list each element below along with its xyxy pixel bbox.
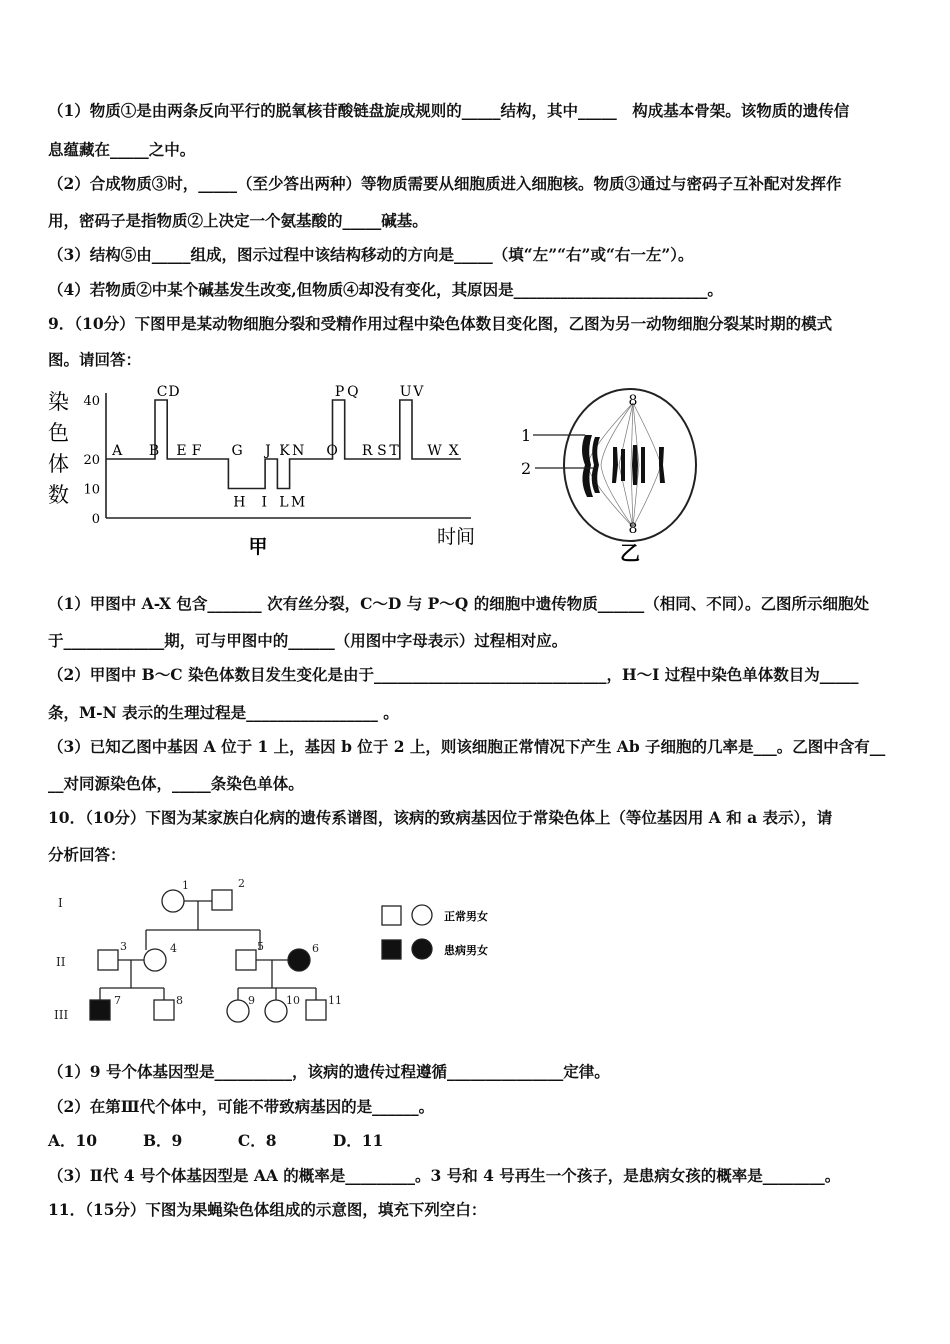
individual-6-affected-female — [288, 949, 310, 971]
individual-6-number: 6 — [312, 942, 319, 955]
chart-letter-B: B — [148, 443, 160, 459]
legend-affected-male — [382, 940, 401, 959]
option-a[interactable]: A．10 — [48, 1131, 98, 1150]
chart-letter-H: H — [233, 494, 246, 511]
q8-part3: （3）结构⑤由_____组成，图示过程中该结构移动的方向是_____（填“左”“右”或“右一左”）。 — [48, 245, 694, 264]
individual-9-normal-female — [227, 1000, 249, 1022]
individual-1-number: 1 — [182, 879, 189, 892]
chart-letter-K: K — [279, 443, 290, 459]
chart-ylabel-char: 数 — [48, 483, 69, 507]
label-2: 2 — [521, 459, 532, 478]
q10-options — [48, 1130, 906, 1152]
individual-10-normal-female — [265, 1000, 287, 1022]
chart-ylabel-char: 体 — [48, 452, 69, 476]
legend-affected-female — [412, 939, 432, 959]
q8-part2-line1: （2）合成物质③时，_____（至少答出两种）等物质需要从细胞质进入细胞核。物质③通过与密码子互补配对发挥作 — [48, 174, 842, 193]
chart-letter-G: G — [231, 443, 243, 459]
chart-y-ticks — [83, 394, 100, 527]
q9-part3-line1: （3）已知乙图中基因 A 位于 1 上，基因 b 位于 2 上，则该细胞正常情况下产生 Ab 子细胞的几率是___。乙图中含有__ — [48, 737, 886, 756]
chart-letter-M: M — [290, 494, 306, 511]
centrosome-bottom: 8 — [628, 521, 638, 537]
chart-xlabel: 时间 — [436, 526, 476, 548]
individual-9-number: 9 — [248, 994, 255, 1007]
q9-stem-line2: 图。请回答： — [48, 350, 142, 369]
q10-stem-line2: 分析回答： — [48, 845, 126, 864]
chart-segment-letters — [111, 385, 459, 511]
figure-yi-title: 乙 — [620, 541, 640, 565]
legend-normal-female — [412, 905, 432, 925]
chart-ylabel-char: 染 — [48, 390, 69, 414]
chart-y-tick-label: 0 — [91, 512, 100, 527]
individual-4-number: 4 — [170, 942, 177, 955]
individual-5-number: 5 — [257, 940, 264, 953]
option-d[interactable]: D．11 — [332, 1131, 384, 1150]
pedigree-lines — [100, 901, 316, 1000]
figure-yi-cell — [515, 385, 715, 565]
individual-7-number: 7 — [114, 994, 121, 1007]
chart-letter-U: U — [399, 385, 412, 400]
chart-letter-F: F — [191, 443, 202, 459]
chart-letter-S: S — [377, 443, 387, 459]
q8-part1-line1: （1）物质①是由两条反向平行的脱氧核苷酸链盘旋成规则的_____结构，其中_____ 构成基本骨架。该物质的遗传信 — [48, 101, 850, 120]
chart-letter-R: R — [361, 443, 373, 459]
chart-letter-D: D — [168, 385, 180, 400]
centrosome-top: 8 — [628, 393, 638, 409]
q10-stem-line1: 10．（10分）下图为某家族白化病的遗传系谱图，该病的致病基因位于常染色体上（等位基因用 A 和 a 表示），请 — [48, 808, 833, 827]
figure-pedigree — [46, 870, 506, 1045]
legend-normal-label: 正常男女 — [444, 910, 488, 923]
individual-3-normal-male — [98, 950, 118, 970]
chart-letter-E: E — [176, 443, 187, 459]
chart-letter-C: C — [156, 385, 168, 400]
generation-label-III: III — [54, 1008, 69, 1022]
chart-ylabel-char: 色 — [48, 421, 69, 445]
q10-part2: （2）在第Ⅲ代个体中，可能不带致病基因的是______。 — [48, 1097, 435, 1116]
legend-affected-label: 患病男女 — [444, 944, 488, 957]
individual-7-affected-male — [90, 1000, 110, 1020]
individual-2-number: 2 — [238, 877, 245, 890]
individual-11-normal-male — [306, 1000, 326, 1020]
chart-letter-O: O — [326, 443, 338, 459]
q10-part1: （1）9 号个体基因型是__________，该病的遗传过程遵循_______________定律。 — [48, 1062, 610, 1081]
label-1: 1 — [521, 426, 532, 445]
chart-y-tick-label: 40 — [83, 394, 100, 409]
chart-letter-W: W — [427, 443, 442, 459]
chart-letter-J: J — [265, 443, 271, 459]
chart-letter-V: V — [413, 385, 424, 400]
individual-10-number: 10 — [286, 994, 300, 1007]
option-b[interactable]: B．9 — [142, 1131, 183, 1150]
individual-4-normal-female — [144, 949, 166, 971]
q8-part2-line2: 用，密码子是指物质②上决定一个氨基酸的_____碱基。 — [48, 211, 428, 230]
option-c[interactable]: C．8 — [237, 1131, 277, 1150]
chart-y-tick-label: 10 — [83, 482, 100, 498]
q9-part1-line1: （1）甲图中 A-X 包含_______ 次有丝分裂，C～D 与 P～Q 的细胞中遗传物质______（相同、不同）。乙图所示细胞处 — [48, 594, 869, 613]
chart-title: 甲 — [248, 536, 268, 558]
q8-part4: （4）若物质②中某个碱基发生改变,但物质④却没有变化，其原因是_________________________。 — [48, 280, 723, 299]
q9-part2-line2: 条，M-N 表示的生理过程是_________________ 。 — [48, 703, 399, 722]
chart-letter-A: A — [112, 443, 123, 459]
individual-1-normal-female — [162, 890, 184, 912]
q9-part1-line2: 于_____________期，可与甲图中的______（用图中字母表示）过程相对应。 — [48, 631, 568, 650]
q8-part1-line2: 息蕴藏在_____之中。 — [48, 140, 196, 159]
q9-stem-line1: 9．（10分）下图甲是某动物细胞分裂和受精作用过程中染色体数目变化图，乙图为另一动物细胞分裂某时期的模式 — [48, 314, 833, 333]
individual-8-number: 8 — [176, 994, 183, 1007]
generation-label-I: I — [58, 896, 63, 910]
chart-letter-L: L — [279, 494, 289, 511]
chart-letter-P: P — [334, 385, 345, 400]
individual-3-number: 3 — [120, 940, 127, 953]
cell-membrane — [564, 389, 696, 541]
individual-2-normal-male — [212, 890, 232, 910]
chart-letter-T: T — [389, 443, 399, 459]
figure-jia-chart — [46, 385, 486, 560]
q10-part3: （3）Ⅱ代 4 号个体基因型是 AA 的概率是_________。3 号和 4 号再生一个孩子，是患病女孩的概率是________。 — [48, 1166, 841, 1185]
q9-part3-line2: __对同源染色体，_____条染色单体。 — [48, 774, 304, 793]
legend-normal-male — [382, 906, 401, 925]
individual-5-normal-male — [236, 950, 256, 970]
chart-letter-N: N — [292, 443, 305, 459]
generation-label-II: II — [56, 955, 66, 969]
individual-11-number: 11 — [328, 994, 342, 1007]
chart-ylabel — [48, 390, 69, 507]
chart-letter-X: X — [448, 443, 459, 459]
q9-part2-line1: （2）甲图中 B～C 染色体数目发生变化是由于______________________________，H～I 过程中染色单体数目为_____ — [48, 665, 859, 684]
individual-8-normal-male — [154, 1000, 174, 1020]
chart-letter-I: I — [261, 494, 267, 511]
q11-stem: 11．（15分）下图为果蝇染色体组成的示意图，填充下列空白： — [48, 1200, 487, 1219]
chart-y-tick-label: 20 — [83, 453, 100, 468]
chart-letter-Q: Q — [347, 385, 359, 400]
